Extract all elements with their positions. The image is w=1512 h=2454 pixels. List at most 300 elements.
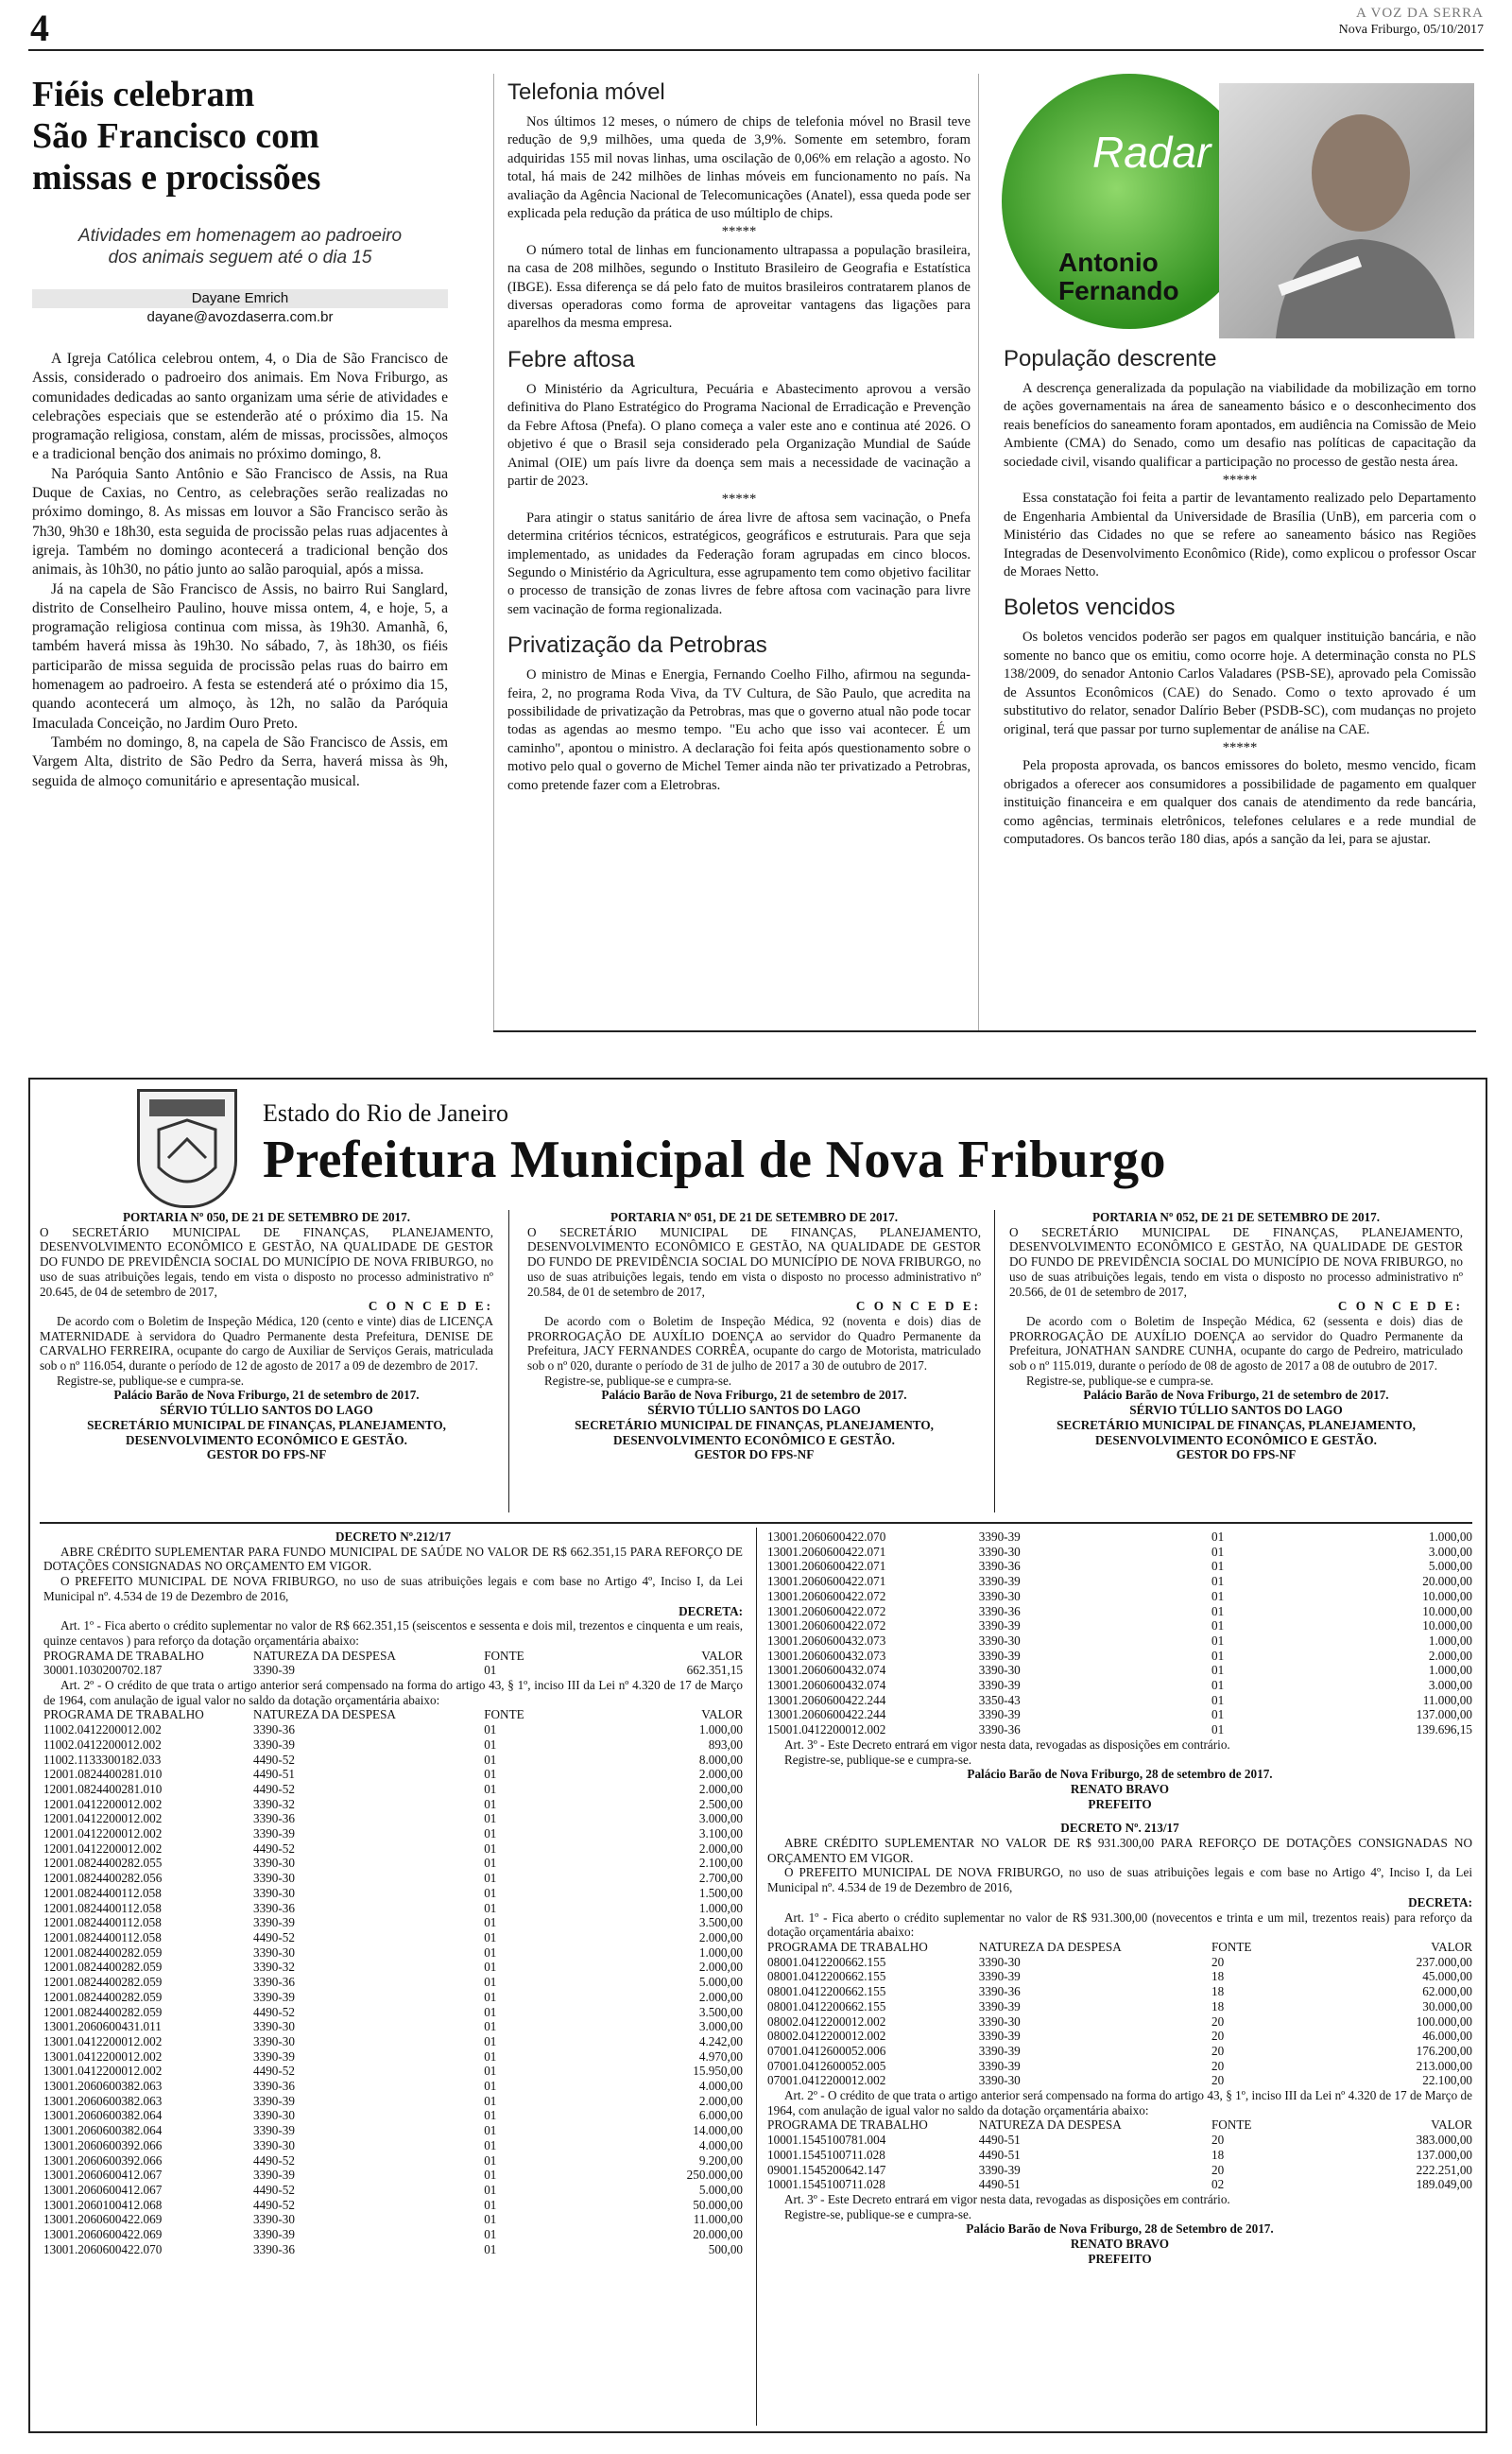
table-cell: 13001.0412200012.002 [43, 2048, 163, 2064]
table-cell: 3390-39 [253, 1915, 295, 1930]
table-cell: 383.000,00 [1416, 2133, 1472, 2148]
table-cell: 13001.2060600422.072 [767, 1588, 886, 1603]
table-cell: 6.000,00 [698, 2108, 743, 2123]
table-cell: 3390-39 [978, 2162, 1021, 2177]
table-cell: 12001.0412200012.002 [43, 1826, 163, 1841]
portaria-signer: SÉRVIO TÚLLIO SANTOS DO LAGO [160, 1403, 373, 1418]
table-cell: 3390-36 [253, 1722, 295, 1737]
decree-decreta: DECRETA: [1408, 1894, 1472, 1910]
table-row [43, 2034, 743, 2049]
table-cell: 3390-30 [978, 1954, 1021, 1969]
table-row [767, 1663, 1472, 1678]
table-row [43, 2108, 743, 2123]
portaria-role: DESENVOLVIMENTO ECONÔMICO E GESTÃO. [613, 1432, 895, 1447]
section-body [1004, 380, 1476, 581]
subtitle-line: dos animais seguem até o dia 15 [108, 248, 372, 268]
table-cell: 20 [1211, 2029, 1225, 2044]
paragraph: O ministro de Minas e Energia, Fernando Coelho Filho, afirmou na segunda-feira, 2, no programa Roda Viva, da TV Cultura, de São Paulo, que acredita na possibilidade de privatização da Petrobras, mas que o governo atual não pode tocar todas as agendas ao mesmo tempo. "Eu acho que isso vai acontecer. É um caminho", apontou o ministro. A declaração foi feita após questionamento sobre o motivo pelo qual o governo de Michel Temer ainda não ter privatizado a Petrobras, como pretende fazer com a Eletrobras. [507, 667, 971, 793]
decree-palace: Palácio Barão de Nova Friburgo, 28 de setembro de 2017. [967, 1767, 1273, 1782]
table-cell: 3390-30 [978, 1633, 1021, 1648]
annulment-table-continued [767, 1529, 1472, 1737]
table-cell: 3390-30 [978, 1544, 1021, 1559]
table-cell: 18 [1211, 1998, 1225, 2013]
table-cell: 5.000,00 [1428, 1559, 1472, 1574]
portaria-title: PORTARIA Nº 051, DE 21 DE SETEMBRO DE 2017. [610, 1210, 899, 1224]
table-header-cell: NATUREZA DA DESPESA [978, 1939, 1122, 1954]
table-cell: 8.000,00 [698, 1752, 743, 1767]
table-cell: 08001.0412200662.155 [767, 1969, 886, 1984]
table-cell: 1.000,00 [1428, 1663, 1472, 1678]
table-cell: 20 [1211, 2162, 1225, 2177]
table-row [767, 2059, 1472, 2074]
table-cell: 13001.2060600412.067 [43, 2182, 163, 2197]
author-email[interactable]: dayane@avozdaserra.com.br [146, 309, 334, 325]
table-row [767, 1999, 1472, 2014]
table-row [43, 2079, 743, 2094]
table-cell: 3390-30 [253, 2108, 295, 2123]
table-cell: 08002.0412200012.002 [767, 2029, 886, 2044]
allocation-table [767, 1940, 1472, 2088]
decree-preamble: O PREFEITO MUNICIPAL DE NOVA FRIBURGO, no uso de suas atribuições legais e com base no Artigo 4º, Inciso I, da Lei Municipal nº. 4.534 de 19 de Dezembro de 2016, [43, 1574, 743, 1603]
paragraph: Nos últimos 12 meses, o número de chips de telefonia móvel no Brasil teve redução de 9,9 milhões, uma queda de 3,9%. Somente em setembro, foram adquiridas 155 mil novas linhas, uma oscilação de 0,06% em relação a agosto. No total, há mais de 242 milhões de linhas móveis em funcionamento no país. Na avaliação da Agência Nacional de Telecomunicações (Anatel), essa queda pode ser explicada pela redução da prática de uso múltiplo de chips. [507, 114, 971, 222]
table-row [43, 1930, 743, 1945]
table-cell: 3390-30 [978, 2013, 1021, 2029]
table-cell: 13001.2060600422.071 [767, 1559, 886, 1574]
table-cell: 12001.0824400282.056 [43, 1871, 163, 1886]
table-cell: 3390-39 [978, 2058, 1021, 2073]
table-cell: 15001.0412200012.002 [767, 1722, 886, 1737]
table-row [767, 2044, 1472, 2059]
table-cell: 3390-30 [978, 1663, 1021, 1678]
table-cell: 08002.0412200012.002 [767, 2013, 886, 2029]
table-cell: 13001.2060600422.070 [43, 2241, 163, 2256]
table-row [43, 1841, 743, 1857]
table-cell: 3390-30 [978, 1588, 1021, 1603]
table-cell: 18 [1211, 1984, 1225, 1999]
table-cell: 13001.2060600432.074 [767, 1663, 886, 1678]
crest-drawing [140, 1092, 234, 1205]
table-cell: 4490-52 [253, 2197, 295, 2212]
table-cell: 4490-52 [253, 1752, 295, 1767]
table-cell: 13001.2060600392.066 [43, 2152, 163, 2168]
table-cell: 3390-30 [253, 1885, 295, 1900]
table-row [767, 2148, 1472, 2163]
table-row [767, 1955, 1472, 1970]
portaria-051 [527, 1210, 981, 1462]
table-row [43, 1960, 743, 1975]
table-cell: 12001.0824400281.010 [43, 1781, 163, 1796]
table-cell: 01 [484, 2048, 497, 2064]
table-cell: 01 [1211, 1663, 1225, 1678]
table-cell: 3.000,00 [698, 2019, 743, 2034]
table-cell: 12001.0412200012.002 [43, 1840, 163, 1856]
table-cell: 01 [484, 2168, 497, 2183]
table-cell: 12001.0412200012.002 [43, 1811, 163, 1826]
table-cell: 01 [484, 2108, 497, 2123]
section-body [1004, 629, 1476, 849]
article-body [32, 350, 448, 791]
table-cell: 4490-52 [253, 2152, 295, 2168]
column-divider [756, 1528, 757, 2426]
section-body [507, 381, 971, 619]
table-cell: 20.000,00 [1422, 1574, 1472, 1589]
decree-title: DECRETO Nº.212/17 [335, 1529, 452, 1544]
table-cell: 4.970,00 [698, 2048, 743, 2064]
table-cell: 01 [484, 1722, 497, 1737]
table-header-cell: FONTE [484, 1648, 524, 1663]
table-row [43, 1856, 743, 1871]
table-cell: 01 [484, 2123, 497, 2138]
publication-name: A VOZ DA SERRA [1356, 6, 1484, 21]
portaria-052 [1009, 1210, 1463, 1462]
table-cell: 3350-43 [978, 1692, 1021, 1707]
portaria-role: DESENVOLVIMENTO ECONÔMICO E GESTÃO. [1095, 1432, 1377, 1447]
table-cell: 3390-30 [253, 2019, 295, 2034]
table-cell: 01 [484, 1975, 497, 1990]
portaria-palace: Palácio Barão de Nova Friburgo, 21 de setembro de 2017. [601, 1388, 907, 1403]
table-row [43, 1767, 743, 1782]
table-header-cell: PROGRAMA DE TRABALHO [43, 1707, 204, 1722]
table-cell: 18 [1211, 2147, 1225, 2162]
table-row [767, 2133, 1472, 2148]
paragraph: Pela proposta aprovada, os bancos emissores do boleto, mesmo vencido, ficam obrigados a oferecer aos consumidores a possibilidade de pagamento em qualquer instituição financeira e em qualquer dos canais de atendimento da rede bancária, como agências, terminais eletrônicos, telefones celulares e a rede mundial de computadores. Os bancos terão 180 dias, após a sanção da lei, para se ajustar. [1004, 758, 1476, 847]
table-cell: 2.000,00 [698, 1781, 743, 1796]
table-cell: 01 [484, 2227, 497, 2242]
decree-article: Art. 1º - Fica aberto o crédito suplementar no valor de R$ 931.300,00 (novecentos e trinta e um mil, trezentos reais) para reforço da dotação orçamentária abaixo: [767, 1910, 1472, 1940]
table-row [767, 1693, 1472, 1708]
issue-date: Nova Friburgo, 05/10/2017 [1338, 23, 1484, 37]
table-cell: 13001.0412200012.002 [43, 2064, 163, 2079]
table-cell: 3390-30 [253, 1871, 295, 1886]
table-row [43, 2138, 743, 2153]
table-cell: 137.000,00 [1416, 2147, 1472, 2162]
table-cell: 12001.0412200012.002 [43, 1796, 163, 1811]
portaria-role: DESENVOLVIMENTO ECONÔMICO E GESTÃO. [126, 1432, 407, 1447]
table-cell: 3390-36 [978, 1603, 1021, 1618]
decree-ementa: ABRE CRÉDITO SUPLEMENTAR NO VALOR DE R$ 931.300,00 PARA REFORÇO DE DOTAÇÕES CONSIGNADAS NO ORÇAMENTO EM VIGOR. [767, 1836, 1472, 1865]
column-divider [994, 1210, 995, 1512]
table-row [767, 1559, 1472, 1574]
table-cell: 4490-52 [253, 2004, 295, 2019]
table-cell: 3390-30 [253, 2212, 295, 2227]
table-header-cell: NATUREZA DA DESPESA [253, 1707, 396, 1722]
section-rule [493, 1030, 1476, 1032]
city-crest-icon [137, 1089, 237, 1208]
columnist-name-line: Antonio [1058, 248, 1159, 277]
portaria-preamble: O SECRETÁRIO MUNICIPAL DE FINANÇAS, PLANEJAMENTO, DESENVOLVIMENTO ECONÔMICO E GESTÃO, NA QUALIDADE DE GESTOR DO FUNDO DE PREVIDÊNCIA SOCIAL DO MUNICÍPIO DE NOVA FRIBURGO, no uso de suas atribuições legais, tendo em vista o disposto no processo administrativo nº 20.645, de 04 de setembro de 2017, [40, 1224, 493, 1299]
table-cell: 1.000,00 [698, 1900, 743, 1915]
table-row [43, 2019, 743, 2034]
table-cell: 13001.2060600422.069 [43, 2212, 163, 2227]
decree-publish: Registre-se, publique-se e cumpra-se. [784, 1752, 972, 1767]
paragraph: Na Paróquia Santo Antônio e São Francisco de Assis, na Rua Duque de Caxias, no Centro, as celebrações serão realizadas no próximo domingo, 8. As missas em louvor a São Francisco serão às 7h30, 9h30 e 18h30, esta seguida de procissão pelas ruas adjacentes à igreja. Também no domingo acontecerá a tradicional benção dos animais, às 10h30, no pátio junto ao salão paroquial, após a missa. [32, 465, 448, 579]
table-cell: 01 [484, 1752, 497, 1767]
city-hall-name: Prefeitura Municipal de Nova Friburgo [263, 1131, 1166, 1189]
table-cell: 222.251,00 [1416, 2162, 1472, 2177]
table-cell: 213.000,00 [1416, 2058, 1472, 2073]
table-cell: 01 [1211, 1618, 1225, 1633]
table-cell: 1.000,00 [1428, 1633, 1472, 1648]
table-header-cell: PROGRAMA DE TRABALHO [767, 1939, 928, 1954]
table-row [43, 1826, 743, 1841]
byline [32, 289, 448, 327]
portaria-title: PORTARIA Nº 050, DE 21 DE SETEMBRO DE 2017. [122, 1210, 411, 1224]
table-cell: 3390-39 [253, 2093, 295, 2108]
table-cell: 139.696,15 [1416, 1722, 1472, 1737]
portaria-title: PORTARIA Nº 052, DE 21 DE SETEMBRO DE 2017. [1091, 1210, 1381, 1224]
headline-line: São Francisco com [32, 116, 319, 156]
table-cell: 3390-36 [978, 1984, 1021, 1999]
table-cell: 3390-36 [978, 1722, 1021, 1737]
table-cell: 4490-52 [253, 2064, 295, 2079]
table-row [43, 2049, 743, 2065]
table-cell: 01 [484, 2004, 497, 2019]
table-cell: 237.000,00 [1416, 1954, 1472, 1969]
table-cell: 12001.0824400112.058 [43, 1915, 162, 1930]
paragraph: A Igreja Católica celebrou ontem, 4, o Dia de São Francisco de Assis, considerado o padroeiro dos animais. Em Nova Friburgo, as comunidades dedicadas ao santo organizam uma série de atividades e celebrações especiais que se estenderão até o próximo dia 15. Na programação religiosa, constam, além de missas, procissões, almoços e a tradicional benção dos animais no próximo domingo, 8. [32, 351, 448, 463]
decree-role: PREFEITO [1088, 1796, 1152, 1811]
table-cell: 189.049,00 [1416, 2177, 1472, 2192]
table-cell: 46.000,00 [1422, 2029, 1472, 2044]
table-cell: 45.000,00 [1422, 1969, 1472, 1984]
table-cell: 4.242,00 [698, 2033, 743, 2048]
table-cell: 01 [1211, 1633, 1225, 1648]
portaria-palace: Palácio Barão de Nova Friburgo, 21 de setembro de 2017. [1083, 1388, 1389, 1403]
paragraph: O Ministério da Agricultura, Pecuária e Abastecimento aprovou a versão definitiva do Plano Estratégico do Programa Nacional de Erradicação e Prevenção da Febre Aftosa (Pnefa). O plano começa a valer este ano e continua até 2026. O objetivo é que o Brasil seja considerado pela Organização Mundial de Saúde Animal (OIE) um país livre da doença sem mais a necessidade de vacinação a partir de 2023. [507, 381, 971, 489]
portaria-role: GESTOR DO FPS-NF [1176, 1447, 1297, 1462]
table-cell: 01 [484, 1663, 497, 1678]
portaria-050 [40, 1210, 493, 1462]
table-row [43, 1901, 743, 1916]
portaria-role: GESTOR DO FPS-NF [206, 1447, 327, 1462]
table-cell: 3390-39 [253, 1663, 295, 1678]
table-cell: 11.000,00 [1422, 1692, 1472, 1707]
table-cell: 30001.1030200702.187 [43, 1663, 163, 1678]
table-cell: 10001.1545100711.028 [767, 2147, 885, 2162]
table-cell: 07001.0412600052.005 [767, 2058, 886, 2073]
table-row [43, 2242, 743, 2257]
table-cell: 01 [484, 2212, 497, 2227]
table-cell: 4490-52 [253, 1929, 295, 1944]
table-cell: 3.000,00 [1428, 1544, 1472, 1559]
table-row [767, 2014, 1472, 2030]
table-header-cell: VALOR [701, 1648, 743, 1663]
table-cell: 3390-36 [253, 1811, 295, 1826]
table-cell: 3390-39 [978, 1648, 1021, 1663]
table-row [43, 1975, 743, 1990]
separator-stars: ***** [1222, 473, 1258, 489]
column-divider [508, 1210, 509, 1512]
article-headline [32, 74, 448, 199]
table-cell: 12001.0824400282.059 [43, 1975, 163, 1990]
table-cell: 3390-39 [253, 1989, 295, 2004]
table-row [43, 2005, 743, 2020]
table-cell: 10.000,00 [1422, 1618, 1472, 1633]
table-cell: 137.000,00 [1416, 1707, 1472, 1722]
decree-article: Art. 3º - Este Decreto entrará em vigor nesta data, revogadas as disposições em contrário. [784, 2191, 1230, 2206]
decree-preamble: O PREFEITO MUNICIPAL DE NOVA FRIBURGO, no uso de suas atribuições legais e com base no Artigo 4º, Inciso I, da Lei Municipal nº. 4.534 de 19 de Dezembro de 2016, [767, 1865, 1472, 1895]
table-header-cell: VALOR [1431, 1939, 1472, 1954]
table-header-cell: VALOR [701, 1707, 743, 1722]
table-cell: 4490-51 [978, 2133, 1021, 2148]
table-cell: 1.500,00 [698, 1885, 743, 1900]
paragraph: Já na capela de São Francisco de Assis, no bairro Rui Sanglard, distrito de Conselheiro Paulino, houve missa ontem, 4, e hoje, 5, a programação religiosa continua com missa, às 19h30. Amanhã, 6, também haverá missa às 19h30. No sábado, 7, às 18h30, os fiéis participarão de missa seguida de procissão pelas ruas do bairro em homenagem ao padroeiro. A festa se estenderá até o próximo dia 15, quando acontecerá um almoço, às 12h, no salão da Paróquia Imaculada Conceição, no Jardim Ouro Preto. [32, 580, 448, 732]
table-row [43, 2094, 743, 2109]
section-title: Telefonia móvel [507, 79, 665, 105]
headline-line: missas e procissões [32, 158, 321, 198]
table-cell: 13001.2060600412.067 [43, 2168, 163, 2183]
table-cell: 1.000,00 [1428, 1529, 1472, 1544]
table-cell: 13001.2060600422.244 [767, 1707, 886, 1722]
decree-article: Art. 3º - Este Decreto entrará em vigor nesta data, revogadas as disposições em contrário. [784, 1737, 1230, 1752]
table-cell: 11002.1133300182.033 [43, 1752, 162, 1767]
table-row [767, 1604, 1472, 1619]
table-cell: 01 [484, 2182, 497, 2197]
table-cell: 3.000,00 [1428, 1678, 1472, 1693]
table-cell: 3390-30 [253, 1856, 295, 1871]
table-row [767, 1589, 1472, 1604]
table-cell: 01 [1211, 1648, 1225, 1663]
table-cell: 13001.2060600422.072 [767, 1618, 886, 1633]
table-cell: 1.000,00 [698, 1722, 743, 1737]
table-cell: 13001.2060600392.066 [43, 2137, 163, 2152]
table-cell: 01 [1211, 1588, 1225, 1603]
table-row [43, 2123, 743, 2138]
columnist-name-line: Fernando [1058, 276, 1179, 305]
table-cell: 4490-51 [253, 1767, 295, 1782]
table-row [43, 1737, 743, 1753]
decree-ementa: ABRE CRÉDITO SUPLEMENTAR PARA FUNDO MUNICIPAL DE SAÚDE NO VALOR DE R$ 662.351,15 PARA REFORÇO DE DOTAÇÕES CONSIGNADAS NO ORÇAMENTO EM VIGOR. [43, 1544, 743, 1574]
table-cell: 18 [1211, 1969, 1225, 1984]
table-cell: 01 [484, 1944, 497, 1960]
table-cell: 3.500,00 [698, 1915, 743, 1930]
table-cell: 5.000,00 [698, 2182, 743, 2197]
table-header-cell: NATUREZA DA DESPESA [978, 2117, 1122, 2133]
portaria-preamble: O SECRETÁRIO MUNICIPAL DE FINANÇAS, PLANEJAMENTO, DESENVOLVIMENTO ECONÔMICO E GESTÃO, NA QUALIDADE DE GESTOR DO FUNDO DE PREVIDÊNCIA SOCIAL DO MUNICÍPIO DE NOVA FRIBURGO, no uso de suas atribuições legais, tendo em vista o disposto no processo administrativo nº 20.584, de 01 de setembro de 2017, [527, 1224, 981, 1299]
table-row [43, 2064, 743, 2079]
table-row [767, 1633, 1472, 1649]
table-cell: 2.700,00 [698, 1871, 743, 1886]
column-header-radar [1002, 74, 1474, 348]
table-cell: 3.100,00 [698, 1826, 743, 1841]
table-cell: 3390-30 [253, 1944, 295, 1960]
table-cell: 01 [484, 2019, 497, 2034]
table-cell: 01 [484, 1915, 497, 1930]
section-body [507, 666, 971, 795]
table-cell: 3390-39 [978, 2043, 1021, 2058]
table-cell: 01 [484, 1989, 497, 2004]
paragraph: O número total de linhas em funcionamento ultrapassa a população brasileira, na casa de 208 milhões, segundo o Instituto Brasileiro de Geografia e Estatística (IBGE). Essa diferença se dá pelo fato de muitos brasileiros contratarem planos de diversas operadoras como forma de aproveitar vantagens das ligações para aparelhos da mesma empresa. [507, 242, 971, 332]
table-cell: 13001.2060600422.071 [767, 1574, 886, 1589]
table-cell: 2.000,00 [698, 2093, 743, 2108]
paragraph: Os boletos vencidos poderão ser pagos em qualquer instituição bancária, e não somente no banco que os emitiu, como ocorre hoje. A determinação consta no PLS 138/2009, do senador Antonio Carlos Valadares (PSB-SE), aprovado pela Comissão de Assuntos Econômicos (CAE) do Senado. Como o texto aprovado é um substitutivo do relator, senador Dalírio Beber (PSDB-SC), com mudanças no projeto original, terá que passar por turno suplementar de análise na CAE. [1004, 630, 1476, 737]
table-cell: 3390-32 [253, 1796, 295, 1811]
portaria-concede: C O N C E D E: [855, 1299, 981, 1314]
table-header-cell: FONTE [1211, 1939, 1252, 1954]
table-cell: 893,00 [708, 1737, 743, 1752]
table-cell: 01 [484, 1871, 497, 1886]
decree-decreta: DECRETA: [679, 1603, 743, 1618]
table-cell: 9.200,00 [698, 2152, 743, 2168]
table-cell: 13001.2060100412.068 [43, 2197, 163, 2212]
table-cell: 10001.1545100781.004 [767, 2133, 886, 2148]
table-cell: 4490-52 [253, 1840, 295, 1856]
portaria-role: SECRETÁRIO MUNICIPAL DE FINANÇAS, PLANEJAMENTO, [1057, 1417, 1416, 1432]
table-cell: 01 [484, 1737, 497, 1752]
table-cell: 3390-39 [253, 1826, 295, 1841]
person-silhouette-icon [1219, 83, 1474, 338]
table-cell: 30.000,00 [1422, 1998, 1472, 2013]
table-cell: 4490-51 [978, 2177, 1021, 2192]
separator-stars: ***** [721, 224, 757, 240]
table-cell: 12001.0824400282.059 [43, 2004, 163, 2019]
portaria-text: De acordo com o Boletim de Inspeção Médica, 92 (noventa e dois) dias de PRORROGAÇÃO DE AUXÍLIO DOENÇA ao servidor do Quadro Permanente da Prefeitura, JACY FERNANDES CORRÊA, ocupante do cargo de Motorista, matriculado sob o nº 020, durante o período de 31 de julho de 2017 a 30 de outubro de 2017. [527, 1313, 981, 1374]
decree-palace: Palácio Barão de Nova Friburgo, 28 de Setembro de 2017. [966, 2221, 1274, 2237]
table-cell: 3.000,00 [698, 1811, 743, 1826]
table-cell: 10.000,00 [1422, 1603, 1472, 1618]
table-row [767, 1969, 1472, 1984]
table-cell: 01 [1211, 1559, 1225, 1574]
table-cell: 01 [484, 1767, 497, 1782]
table-cell: 4490-52 [253, 1781, 295, 1796]
decree-article: Art. 2º - O crédito de que trata o artigo anterior será compensado na forma do artigo 43, § 1º, inciso III da Lei nº 4.320 de 17 de Março de 1964, com anulação de igual valor no saldo da dotação orçamentária abaixo: [43, 1678, 743, 1707]
table-cell: 11002.0412200012.002 [43, 1722, 162, 1737]
table-cell: 3390-39 [978, 1529, 1021, 1544]
table-row [767, 1984, 1472, 1999]
portaria-publish: Registre-se, publique-se e cumpra-se. [57, 1373, 245, 1388]
columnist-photo [1219, 83, 1474, 338]
table-header-row [767, 1940, 1472, 1955]
news-column-middle [493, 74, 979, 1030]
header-rule [28, 49, 1484, 51]
headline-line: Fiéis celebram [32, 75, 255, 114]
table-row [43, 1753, 743, 1768]
portaria-role: SECRETÁRIO MUNICIPAL DE FINANÇAS, PLANEJAMENTO, [575, 1417, 934, 1432]
table-cell: 3390-36 [253, 1900, 295, 1915]
section-title: Boletos vencidos [1004, 595, 1176, 621]
table-row [43, 2168, 743, 2183]
table-cell: 3390-39 [253, 2048, 295, 2064]
table-cell: 12001.0824400282.059 [43, 1989, 163, 2004]
table-header-cell: NATUREZA DA DESPESA [253, 1648, 396, 1663]
table-cell: 12001.0824400112.058 [43, 1885, 162, 1900]
decree-article: Art. 1º - Fica aberto o crédito suplementar no valor de R$ 662.351,15 (seiscentos e sessenta e dois mil, trezentos e cinquenta e um reais, quinze centavos ) para reforço da dotação orçamentária abaixo: [43, 1618, 743, 1648]
table-cell: 20 [1211, 2013, 1225, 2029]
table-header-row [43, 1707, 743, 1722]
table-cell: 08001.0412200662.155 [767, 1984, 886, 1999]
decree-publish: Registre-se, publique-se e cumpra-se. [784, 2206, 972, 2221]
news-column-right [1004, 340, 1476, 849]
table-row [43, 1663, 743, 1678]
table-cell: 13001.2060600382.064 [43, 2108, 163, 2123]
section-title: Febre aftosa [507, 346, 635, 372]
table-cell: 08001.0412200662.155 [767, 1954, 886, 1969]
table-cell: 01 [484, 2137, 497, 2152]
table-cell: 01 [484, 2241, 497, 2256]
table-row [767, 2163, 1472, 2178]
table-cell: 13001.0412200012.002 [43, 2033, 163, 2048]
table-cell: 3390-36 [253, 2079, 295, 2094]
table-header-cell: PROGRAMA DE TRABALHO [767, 2117, 928, 2133]
table-row [43, 1915, 743, 1930]
decree-title: DECRETO Nº. 213/17 [1060, 1821, 1179, 1836]
portaria-preamble: O SECRETÁRIO MUNICIPAL DE FINANÇAS, PLANEJAMENTO, DESENVOLVIMENTO ECONÔMICO E GESTÃO, NA QUALIDADE DE GESTOR DO FUNDO DE PREVIDÊNCIA SOCIAL DO MUNICÍPIO DE NOVA FRIBURGO, no uso de suas atribuições legais, tendo em vista o disposto no processo administrativo nº 20.566, de 01 de setembro de 2017, [1009, 1224, 1463, 1299]
section-title: Privatização da Petrobras [507, 632, 767, 659]
table-cell: 100.000,00 [1416, 2013, 1472, 2029]
table-cell: 01 [484, 1826, 497, 1841]
paragraph: Também no domingo, 8, na capela de São Francisco de Assis, em Vargem Alta, distrito de São Pedro da Serra, haverá missa às 9h, seguida de almoço comunitário e apresentação musical. [32, 734, 448, 789]
table-cell: 3390-36 [978, 1559, 1021, 1574]
